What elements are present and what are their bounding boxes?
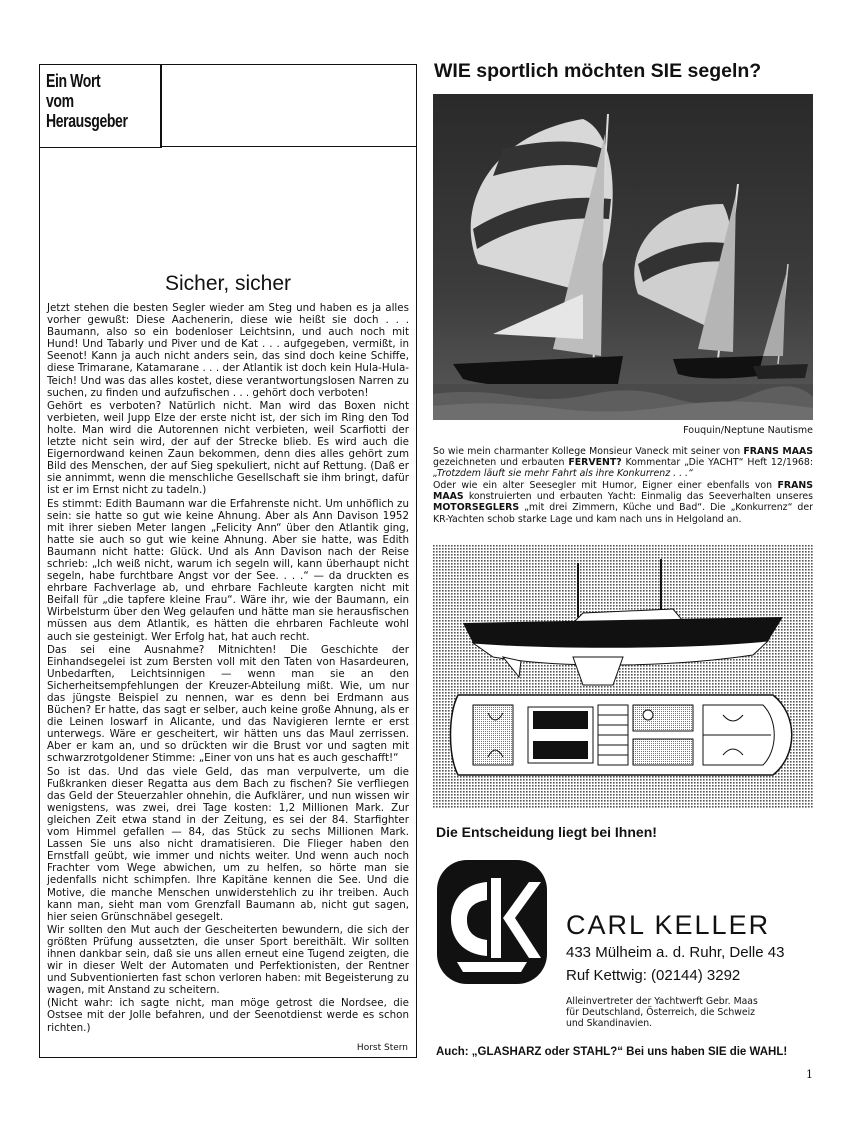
byline: Horst Stern	[356, 1043, 408, 1053]
ck-logo-icon	[437, 860, 547, 984]
quote: „Trotzdem läuft sie mehr Fahrt als ihre Konkurrenz . . .“	[433, 468, 693, 480]
article-title: Sicher, sicher	[164, 272, 292, 295]
article-body	[47, 302, 409, 1035]
masthead-box	[39, 64, 162, 148]
article-paragraph: Jetzt stehen die besten Segler wieder am Steg und haben es ja alles vorher gewußt: Diese Aachenerin, diese wie heißt sie doch . . . Baumann, also so ein bodenloser Leichtsinn, und auch noch mit Hund! Und Tabarly und Piver und de Kat . . . aufgegeben, vermißt, in Seenot! Kann ja auch nicht anders sein, das sind doch keine Schiffe, diese Trimarane, Katamarane . . . der Atlantik ist doch kein Hula-Hula-Teich! Und was das alles kostet, diese verantwortungslosen Narren zu suchen, zu finden und aufzufischen . . . gehört doch verboten!	[47, 302, 409, 399]
company-phone: Ruf Kettwig: (02144) 3292	[566, 967, 741, 984]
dealer-line: Alleinvertreter der Yachtwerft Gebr. Maas	[566, 996, 758, 1007]
ad-paragraph-2	[433, 480, 813, 525]
ad-text: gezeichneten und erbauten	[433, 457, 569, 469]
brand-name: FRANS MAAS	[743, 446, 813, 457]
ad-text: Kommentar „Die YACHT“ Heft 12/1968:	[621, 457, 813, 469]
article-paragraph: Es stimmt: Edith Baumann war die Erfahrenste nicht. Um unhöflich zu sein: sie hatte so gut wie keine Ahnung. Aber als Ann Davison 1952 mit ihrer sieben Meter langen „Felicity Ann“ über den Atlantik ging, hatte sie auch so gut wie keine Ahnung. Aber sie hatte, was Edith Baumann nicht hatte: Glück. Und als Ann Davison nach der Reise schrieb: „Ich weiß nicht, warum ich segeln will, kann überhaupt nicht segeln, habe furchtbare Angst vor der See. . . .“ — da druckten es ehrbare Fachverlage ab, und ehrbare Fachleute kargten nicht mit Beifall für „die tapfere kleine Frau“. Wäre ihr, wie der Baumann, ein Wirbelsturm über den Weg gelaufen und hätte man sie herausfischen müssen aus dem Atlantik, es hätten die ehrbaren Fachleute wohl auch sie gesteinigt. Wer Erfolg hat, hat auch recht.	[47, 497, 409, 643]
masthead-line: Herausgeber	[46, 111, 128, 131]
sailing-photo	[433, 94, 813, 420]
yachts-spinnaker-image	[433, 94, 813, 420]
header-divider	[162, 146, 417, 147]
carl-keller-logo	[437, 860, 547, 984]
hull-profile-and-deck-plan	[433, 545, 813, 809]
dealer-line: und Skandinavien.	[566, 1018, 653, 1029]
article-paragraph: Wir sollten den Mut auch der Gescheiterten bewundern, die sich der größten Prüfung aussetzten, die unser Sport bereithält. Wir sollten ihnen dankbar sein, daß sie uns allen erneut eine Tugend zeigten, die wir in dieser Welt der Automaten und Perfektionisten, der Rentner und Subventionierten fast schon verloren haben: mit Begeisterung zu wagen, mit Anstand zu scheitern.	[47, 923, 409, 997]
photo-credit: Fouquin/Neptune Nautisme	[683, 425, 813, 436]
company-name: CARL KELLER	[566, 910, 771, 940]
article-paragraph: (Nicht wahr: ich sagte nicht, man möge getrost die Nordsee, die Ostsee mit der Jolle befahren, und der Seenotdienst werde es schon richten.)	[47, 997, 409, 1034]
dealer-line: für Deutschland, Österreich, die Schweiz	[566, 1007, 756, 1018]
ad-headline: WIE sportlich möchten SIE segeln?	[434, 60, 762, 82]
yacht-type: MOTORSEGLERS	[433, 502, 520, 514]
ad-paragraph-1	[433, 446, 813, 480]
article-paragraph: So ist das. Und das viele Geld, das man verpulverte, um die Fußkranken dieser Regatta aus dem Bach zu fischen? Sie verfliegen das Geld der Steuerzahler ohnehin, die Aufklärer, und nun wissen wir wenigstens, was zwei, drei Tage kosten: 1,2 Millionen Mark. Zur gleichen Zeit etwa stand in der Zeitung, es sei der 84. Starfighter vom Himmel gefallen — 84, das Stück zu sechs Millionen Mark. Lassen Sie uns also nicht dramatisieren. Die Flieger haben den Ernstfall geübt, wie immer und nichts weiter. Und wenn auch noch Frachter vom Wege abwichen, um zu helfen, so hörte man sie jedenfalls nicht schimpfen. Ihre Kapitäne kennen die See. Und die Motive, die manche Menschen unwiderstehlich zu ihr treiben. Auch kann man, sieht man vom Grenzfall Baumann ab, nicht gut sagen, hier seien Grünschnäbel gesegelt.	[47, 765, 409, 923]
company-address: 433 Mülheim a. d. Ruhr, Delle 43	[566, 944, 785, 961]
article-paragraph: Gehört es verboten? Natürlich nicht. Man wird das Boxen nicht verbieten, weil Jupp Elze der erste nicht ist, der sich im Ring den Tod holte. Man wird die Autorennen nicht verbieten, weil Scarfiotti der letzte nicht sein wird, der auf der Strecke blieb. Es wird auch die Eigernordwand keinen Zaun bekommen, denn dies alles gehört zum Bild des Menschen, der auf Sieg spekuliert, nicht auf Rettung. (Daß er sie annimmt, wenn die menschliche Gesellschaft sie ihm bringt, dafür ist er im Ernst nicht zu tadeln.)	[47, 399, 409, 497]
ad-footer-slogan: Auch: „GLASHARZ oder STAHL?“ Bei uns haben SIE die WAHL!	[436, 1046, 788, 1058]
page-number: 1	[806, 1068, 813, 1081]
yacht-name: FERVENT?	[568, 457, 622, 469]
dealer-info	[566, 996, 816, 1029]
article-paragraph: Das sei eine Ausnahme? Mitnichten! Die Geschichte der Einhandsegelei ist zum Bersten voll mit den Taten von Hasardeuren, Unbedarften, Leichtsinnigen — wenn man sie an den Sicherheitsempfehlungen der Kreuzer-Abteilung mißt. Wie, um nur das jüngste Beispiel zu nennen, war es denn bei Erdmann aus Büchen? Er hatte, das sagt er selber, auch keine große Ahnung, als er die Leinen loswarf in Alicante, und das Navigieren lernte er erst unterwegs. Wäre er gescheitert, wir hätten uns das Maul zerrissen. Aber er kam an, und so drückten wir die Brust vor und sagten mit schwarzrotgoldener Stimme: „Einer von uns hat es auch geschafft!“	[47, 643, 409, 765]
ad-text: „mit drei Zimmern, Küche und Bad“. Die „Konkurrenz“ der KR-Yachten schob starke Lage und kam nach uns in Helgoland an.	[433, 502, 813, 525]
ad-tagline: Die Entscheidung liegt bei Ihnen!	[436, 824, 657, 840]
ad-text: konstruierten und erbauten Yacht: Einmalig das Seeverhalten unseres	[463, 491, 813, 503]
masthead-line: vom	[46, 91, 74, 111]
masthead-title	[46, 71, 128, 131]
ad-text: So wie mein charmanter Kollege Monsieur Vaneck mit seiner von	[433, 446, 744, 457]
yacht-plan-drawing	[433, 545, 813, 809]
brand-name: FRANS MAAS	[433, 480, 813, 503]
masthead-line: Ein Wort	[46, 71, 101, 91]
ad-text: Oder wie ein alter Seesegler mit Humor, Eigner einer ebenfalls von	[433, 480, 778, 491]
